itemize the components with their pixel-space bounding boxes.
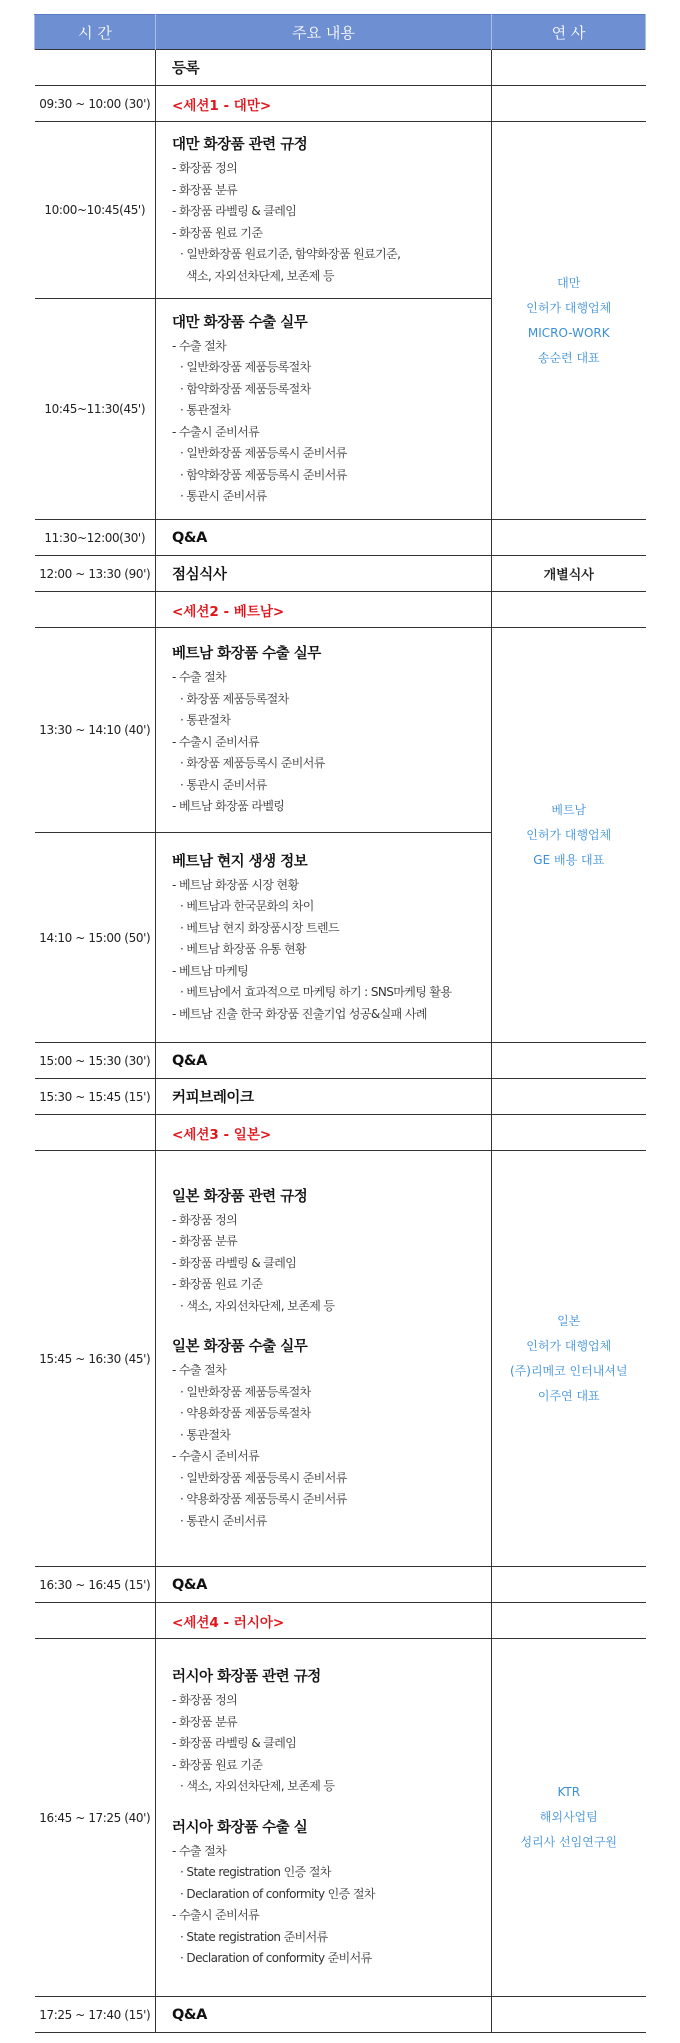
topic-title: 대만 화장품 수출 실무 [172,314,308,331]
speaker-line: 해외사업팀 [539,1810,598,1824]
row-time [35,592,156,628]
speaker-taiwan [492,122,646,520]
list-item: · 통관절차 [180,1427,231,1442]
list-item: - 화장품 분류 [172,182,238,197]
row-time: 11:30~12:00(30') [35,520,156,556]
speaker-vietnam [492,628,646,1043]
header-speaker: 연 사 [492,15,646,50]
row-time: 10:00~10:45(45') [35,122,156,299]
row-content [156,556,492,592]
spacer [172,1317,491,1335]
list-item: - 화장품 원료 기준 [172,1757,263,1772]
list-item: · 일반화장품 제품등록절차 [180,1384,311,1399]
list-item: - 화장품 분류 [172,1234,238,1249]
list-item: - 수출 절차 [172,1363,227,1378]
speaker-line: 인허가 대행업체 [526,300,612,315]
list-item: · 일반화장품 제품등록시 준비서류 [180,1470,347,1485]
topic-title: 일본 화장품 관련 규정 [172,1188,308,1205]
list-item: - 화장품 원료 기준 [172,1277,263,1292]
list-item: · 화장품 제품등록시 준비서류 [180,756,325,771]
topic-title: 러시아 화장품 수출 실 [172,1819,308,1836]
table-row [35,1997,646,2033]
list-item: · 통관시 준비서류 [180,489,267,503]
row-speaker: 개별식사 [492,556,646,592]
speaker-line: MICRO-WORK [527,325,610,340]
table-row [35,1043,646,1079]
list-item: 색소, 자외선차단제, 보존제 등 [186,268,334,283]
list-item: - 화장품 분류 [172,1714,238,1729]
row-time: 12:00 ~ 13:30 (90') [35,556,156,592]
list-item: - 수출시 준비서류 [172,734,260,749]
list-item: · 통관시 준비서류 [180,777,267,792]
list-item: · Declaration of conformity 준비서류 [180,1951,372,1966]
list-item: · 일반화장품 제품등록절차 [180,360,311,374]
list-item: - 화장품 라벨링 & 클레임 [172,1736,297,1751]
list-item: - 베트남 진출 한국 화장품 진출기업 성공&실패 사례 [172,1006,427,1021]
schedule-table [34,14,646,2033]
list-item: · 베트남에서 효과적으로 마케팅 하기 : SNS마케팅 활용 [180,985,452,1000]
row-content [156,122,492,299]
row-time [35,1603,156,1639]
speaker-line: 이주연 대표 [537,1388,600,1403]
session-title: <세션3 - 일본> [172,1126,272,1143]
table-row [35,86,646,122]
row-time: 15:00 ~ 15:30 (30') [35,1043,156,1079]
qa-label: Q&A [172,2006,207,2023]
row-content [156,50,492,86]
topic-title: 러시아 화장품 관련 규정 [172,1669,321,1686]
speaker-russia [492,1639,646,1997]
table-row [35,592,646,628]
list-item: · 통관절차 [180,403,231,417]
row-speaker [492,50,646,86]
table-row [35,1567,646,1603]
row-content [156,1115,492,1151]
spacer [172,1798,491,1816]
topic-title: 대만 화장품 관련 규정 [172,137,308,153]
table-row [35,50,646,86]
list-item: - 수출 절차 [172,1843,227,1858]
speaker-line: 인허가 대행업체 [526,1338,612,1353]
row-speaker [492,1567,646,1603]
table-row [35,556,646,592]
row-content [156,833,492,1043]
speaker-line: 일본 [557,1313,581,1328]
speaker-line: GE 배용 대표 [533,852,605,867]
speaker-line: 인허가 대행업체 [526,827,612,842]
table-header-row [35,15,646,50]
session-title: <세션2 - 베트남> [172,603,285,620]
row-time: 16:30 ~ 16:45 (15') [35,1567,156,1603]
table-row [35,1603,646,1639]
qa-label: Q&A [172,529,207,546]
list-item: - 화장품 정의 [172,161,238,175]
list-item: · 베트남과 한국문화의 차이 [180,899,314,914]
list-item: - 화장품 라벨링 & 클레임 [172,204,297,218]
row-speaker [492,1079,646,1115]
row-time: 09:30 ~ 10:00 (30') [35,86,156,122]
row-time: 17:25 ~ 17:40 (15') [35,1997,156,2033]
topic-title: 일본 화장품 수출 실무 [172,1339,308,1356]
row-speaker [492,1997,646,2033]
row-speaker [492,1603,646,1639]
row-time: 16:45 ~ 17:25 (40') [35,1639,156,1997]
speaker-japan [492,1151,646,1567]
row-time: 13:30 ~ 14:10 (40') [35,628,156,833]
list-item: · 약용화장품 제품등록시 준비서류 [180,1492,347,1507]
list-item: · 화장품 제품등록절차 [180,691,289,706]
row-time: 14:10 ~ 15:00 (50') [35,833,156,1043]
session-title: <세션4 - 러시아> [172,1614,285,1631]
row-content [156,1603,492,1639]
row-content [156,628,492,833]
list-item: · 베트남 화장품 유통 현황 [180,942,306,957]
table-row [35,1151,646,1567]
qa-label: Q&A [172,1052,207,1069]
row-content [156,299,492,520]
list-item: - 수출 절차 [172,338,227,353]
list-item: · 함약화장품 제품등록절차 [180,381,311,396]
list-item: · 통관절차 [180,713,231,728]
header-time: 시 간 [35,15,156,50]
registration-label: 등록 [172,61,200,77]
topic-title: 베트남 화장품 수출 실무 [172,646,321,663]
list-item: - 화장품 원료 기준 [172,225,263,240]
list-item: · 약용화장품 제품등록절차 [180,1406,311,1421]
speaker-line: 송순련 대표 [537,350,600,365]
list-item: · State registration 인증 절차 [180,1865,331,1880]
table-row [35,122,646,299]
speaker-line: (주)리메코 인터내셔널 [509,1363,628,1378]
table-row [35,520,646,556]
row-time: 15:30 ~ 15:45 (15') [35,1079,156,1115]
row-speaker [492,1115,646,1151]
row-content [156,86,492,122]
list-item: - 베트남 화장품 시장 현황 [172,877,299,892]
header-content: 주요 내용 [156,15,492,50]
row-time [35,50,156,86]
row-speaker [492,1043,646,1079]
row-time: 15:45 ~ 16:30 (45') [35,1151,156,1567]
speaker-line: 베트남 [551,802,587,817]
session-title: <세션1 - 대만> [172,97,272,114]
list-item: - 화장품 라벨링 & 클레임 [172,1255,297,1270]
list-item: · Declaration of conformity 인증 절차 [180,1886,375,1901]
table-row [35,628,646,833]
list-item: - 수출시 준비서류 [172,424,260,439]
row-speaker [492,86,646,122]
list-item: · 통관시 준비서류 [180,1513,267,1528]
row-content [156,520,492,556]
list-item: · State registration 준비서류 [180,1929,328,1944]
list-item: - 수출시 준비서류 [172,1908,260,1923]
table-row [35,1079,646,1115]
list-item: · 일반화장품 원료기준, 함약화장품 원료기준, [180,247,401,261]
list-item: - 베트남 화장품 라벨링 [172,799,285,814]
row-speaker [492,592,646,628]
row-speaker [492,520,646,556]
speaker-line: 성리사 선임연구원 [520,1835,618,1849]
row-content [156,1997,492,2033]
row-content [156,1151,492,1567]
coffee-break-label: 커피브레이크 [172,1090,254,1106]
list-item: - 수출시 준비서류 [172,1449,260,1464]
list-item: · 베트남 현지 화장품시장 트렌드 [180,920,339,935]
list-item: · 함약화장품 제품등록시 준비서류 [180,467,347,482]
row-content [156,1043,492,1079]
list-item: - 화장품 정의 [172,1693,238,1708]
qa-label: Q&A [172,1576,207,1593]
list-item: - 수출 절차 [172,670,227,685]
speaker-line: KTR [557,1785,581,1799]
table-row [35,1115,646,1151]
list-item: · 일반화장품 제품등록시 준비서류 [180,446,347,460]
row-time [35,1115,156,1151]
row-time: 10:45~11:30(45') [35,299,156,520]
row-content [156,1639,492,1997]
topic-title: 베트남 현지 생생 정보 [172,853,308,870]
row-content [156,1079,492,1115]
list-item: · 색소, 자외선차단제, 보존제 등 [180,1298,335,1313]
list-item: · 색소, 자외선차단제, 보존제 등 [180,1779,335,1794]
lunch-label: 점심식사 [172,567,227,583]
speaker-line: 대만 [557,275,581,290]
row-content [156,592,492,628]
table-row [35,1639,646,1997]
list-item: - 베트남 마케팅 [172,963,249,978]
row-content [156,1567,492,1603]
list-item: - 화장품 정의 [172,1212,238,1227]
